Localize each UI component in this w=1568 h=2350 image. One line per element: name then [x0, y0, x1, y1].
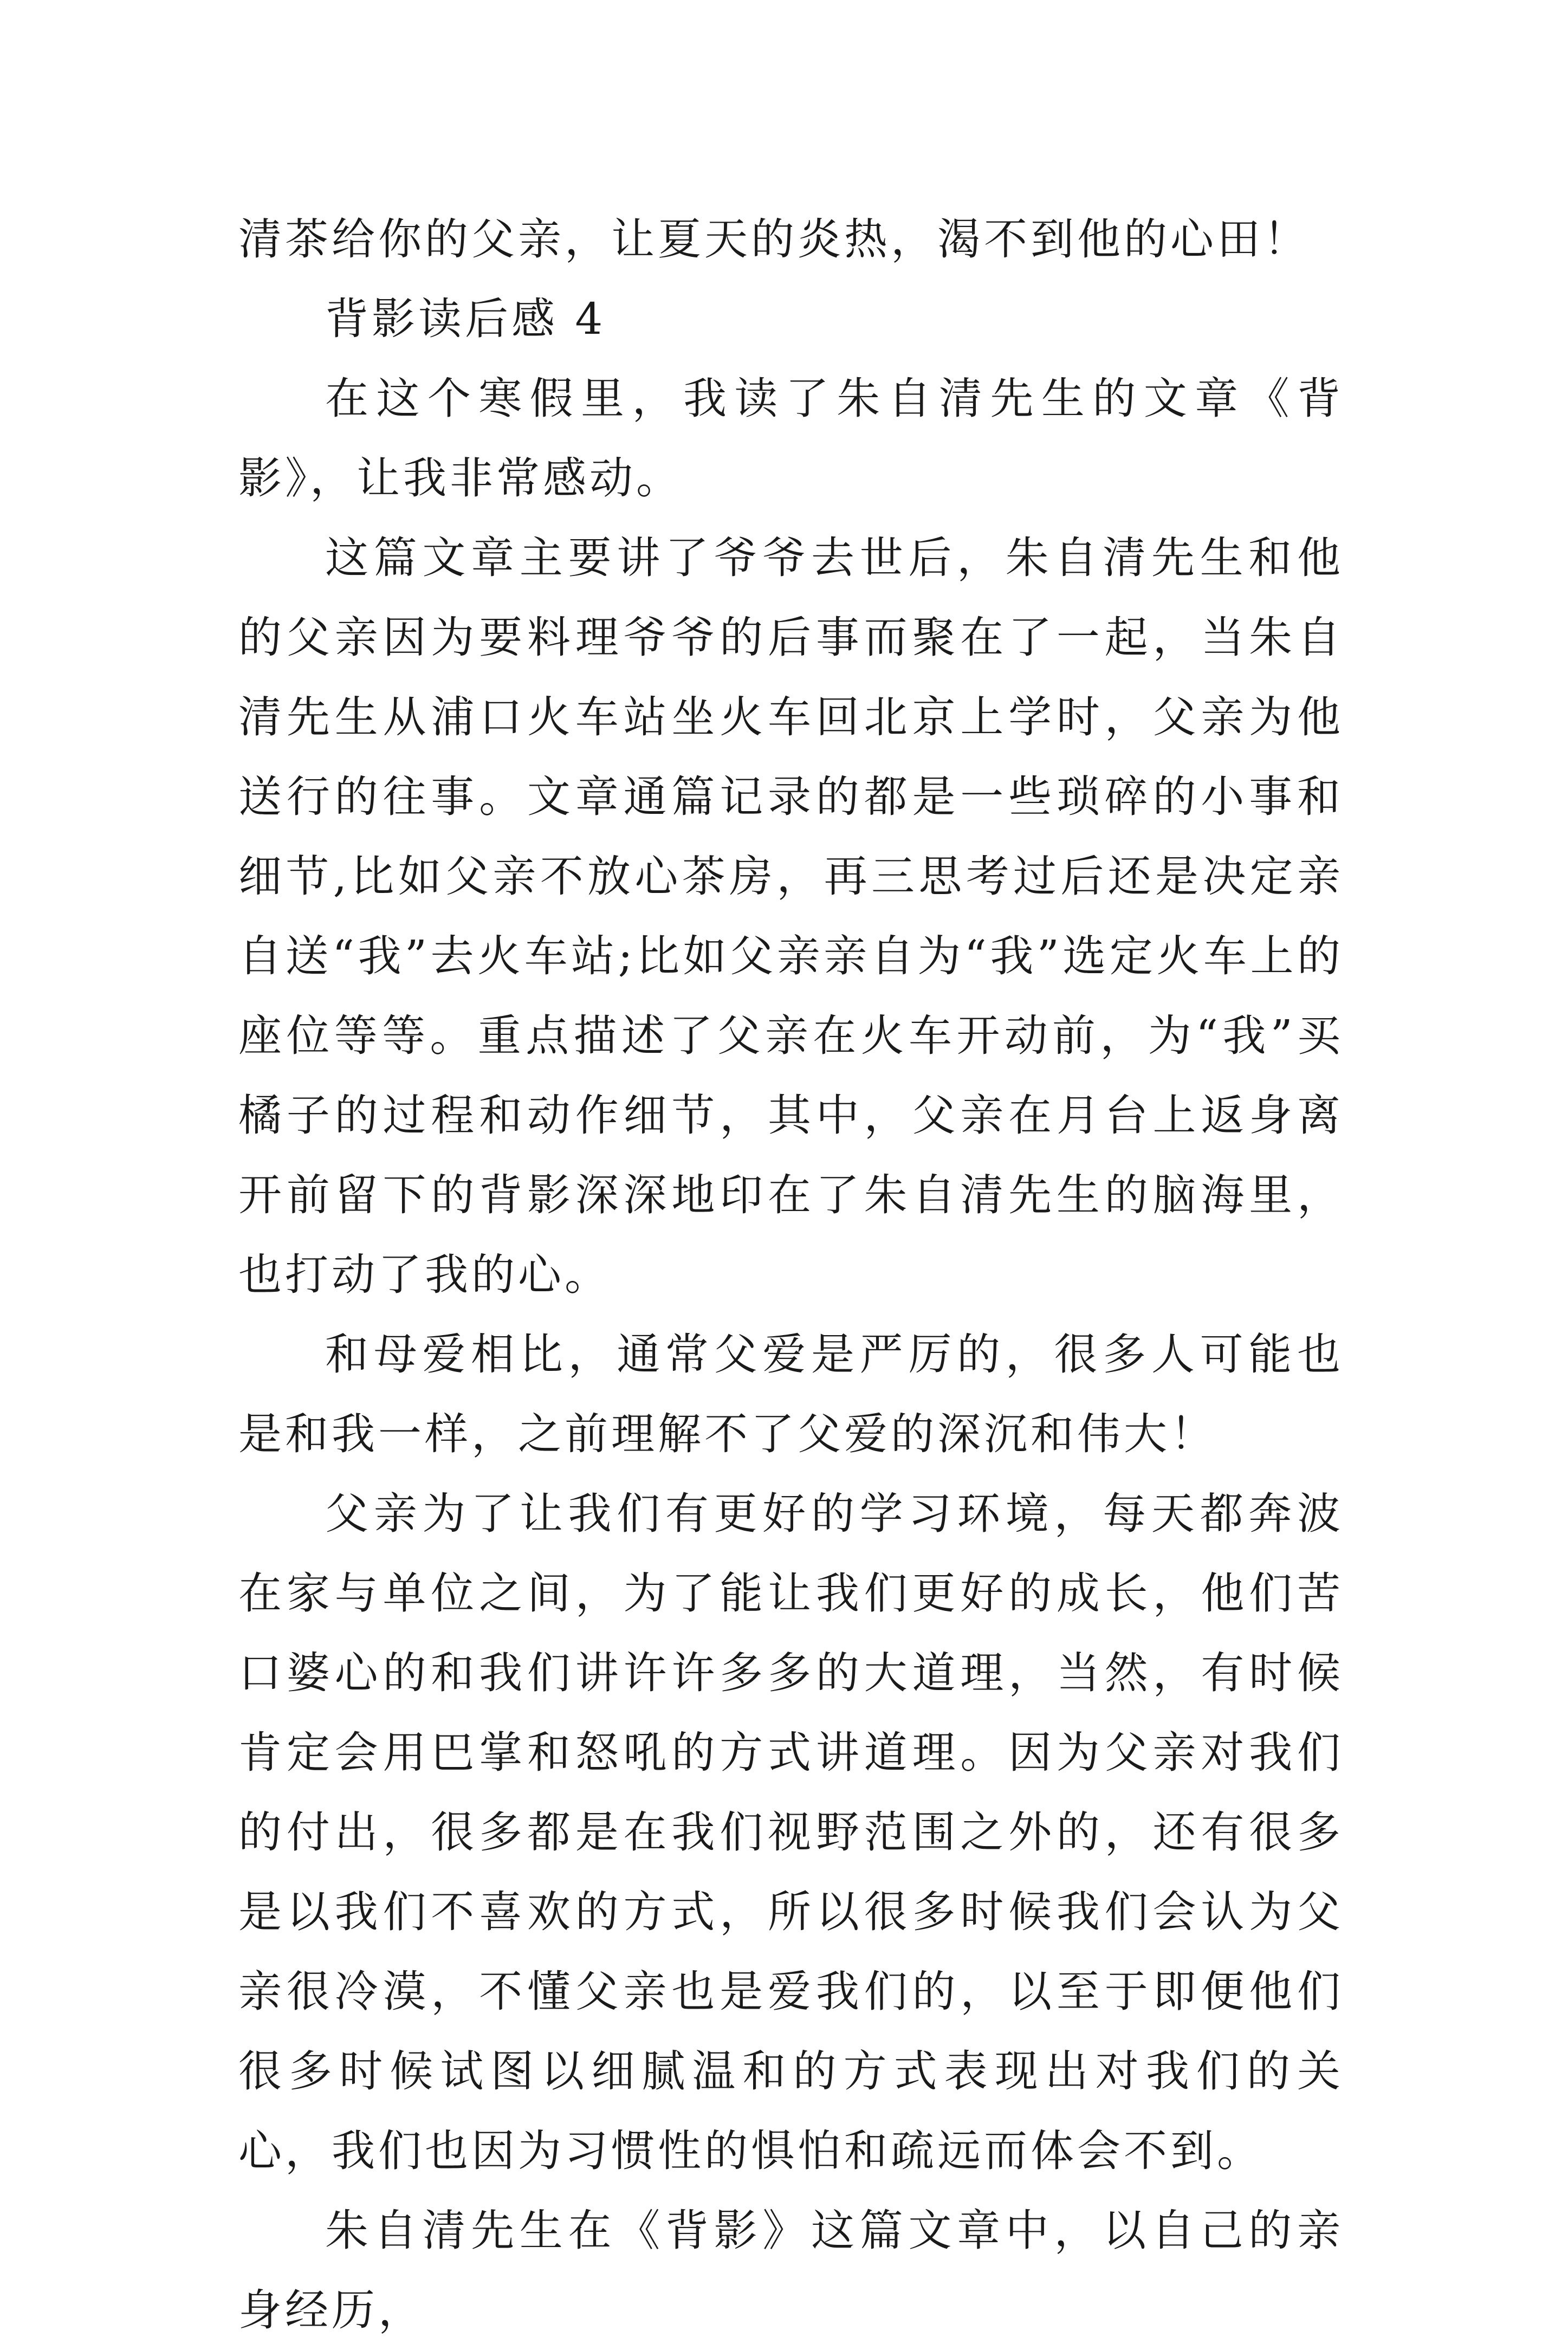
- paragraph: 和母爱相比，通常父爱是严厉的，很多人可能也是和我一样，之前理解不了父爱的深沉和伟大！: [238, 1329, 1344, 1459]
- paragraph: 在这个寒假里，我读了朱自清先生的文章《背影》，让我非常感动。: [238, 373, 1344, 503]
- paragraph: 父亲为了让我们有更好的学习环境，每天都奔波在家与单位之间，为了能让我们更好的成长，他们苦口婆心的和我们讲许许多多的大道理，当然，有时候肯定会用巴掌和怒吼的方式讲道理。因为父亲对我们的付出，很多都是在我们视野范围之外的，还有很多是以我们不喜欢的方式，所以很多时候我们会认为父亲很冷漠，不懂父亲也是爱我们的，以至于即便他们很多时候试图以细腻温和的方式表现出对我们的关心，我们也因为习惯性的惧怕和疏远而体会不到。: [238, 1488, 1344, 2176]
- paragraph: 朱自清先生在《背影》这篇文章中，以自己的亲身经历，: [238, 2205, 1344, 2335]
- document-body: [238, 199, 1344, 2350]
- paragraph-continuation: 清茶给你的父亲，让夏天的炎热，渴不到他的心田！: [238, 214, 1310, 264]
- paragraph: 这篇文章主要讲了爷爷去世后，朱自清先生和他的父亲因为要料理爷爷的后事而聚在了一起，当朱自清先生从浦口火车站坐火车回北京上学时，父亲为他送行的往事。文章通篇记录的都是一些琐碎的小事和细节,比如父亲不放心茶房，再三思考过后还是决定亲自送“我”去火车站;比如父亲亲自为“我”选定火车上的座位等等。重点描述了父亲在火车开动前，为“我”买橘子的过程和动作细节，其中，父亲在月台上返身离开前留下的背影深深地印在了朱自清先生的脑海里，也打动了我的心。: [238, 533, 1344, 1300]
- section-heading: 背影读后感 4: [325, 294, 606, 344]
